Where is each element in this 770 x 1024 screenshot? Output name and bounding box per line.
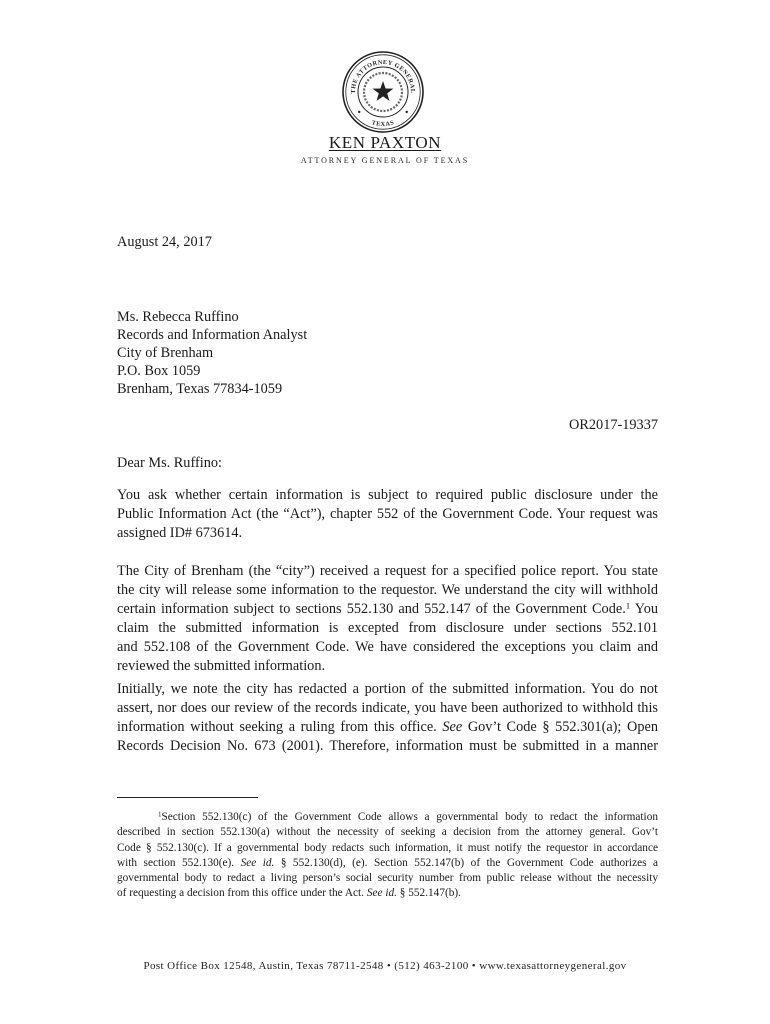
footnote: [117, 810, 658, 902]
letterhead-title: ATTORNEY GENERAL OF TEXAS: [300, 156, 470, 165]
attorney-general-name: KEN PAXTON: [328, 133, 442, 152]
body-line: assigned ID# 673614.: [117, 525, 243, 541]
footer-address: Post Office Box 12548, Austin, Texas 78711-2548: [143, 960, 384, 972]
body-paragraph: [117, 680, 658, 756]
footnote-line: governmental body to redact a living person’s social security number from public release without the necessity: [117, 872, 658, 885]
body-line: Records Decision No. 673 (2001). Therefore, information must be submitted in a manner: [117, 738, 658, 754]
body-line: [117, 718, 658, 737]
footnote-line: [117, 886, 658, 901]
line-text: information without seeking a ruling from this office.: [117, 719, 443, 735]
letterhead-name: [0, 133, 770, 153]
citation-signal: See id.: [240, 856, 275, 869]
citation-signal: See: [442, 719, 463, 735]
line-text: of requesting a decision from this office under the Act.: [117, 887, 367, 900]
body-line: Public Information Act (the “Act”), chapter 552 of the Government Code. Your request was: [117, 506, 658, 522]
line-text: You: [630, 601, 659, 617]
star-icon: [373, 81, 394, 101]
attorney-general-seal-logo: [341, 50, 425, 134]
footnote-reference: 1: [625, 600, 631, 611]
footer-phone: (512) 463-2100: [394, 960, 469, 972]
footnote-line: described in section 552.130(a) without the necessity of seeking a decision from the attorney general. Gov’t: [117, 826, 658, 839]
citation-signal: See id.: [366, 887, 397, 900]
seal-lettering-bottom: TEXAS: [370, 119, 396, 129]
body-line: the city will release some information to the requestor. We understand the city will withhold: [117, 582, 658, 598]
footnote-line: [117, 810, 658, 825]
footer-separator: •: [386, 960, 392, 972]
letterhead-footer: [0, 958, 770, 974]
svg-text:TEXAS: [371, 119, 395, 128]
body-line: The City of Brenham (the “city”) received a request for a specified police report. You state: [117, 563, 658, 579]
line-text: § 552.147(b).: [396, 887, 461, 900]
line-text: with section 552.130(e).: [117, 856, 241, 869]
reference-number: OR2017-19337: [569, 417, 658, 433]
recipient-po-box: P.O. Box 1059: [117, 363, 201, 379]
recipient-name: Ms. Rebecca Ruffino: [117, 309, 239, 325]
footnote-divider: [117, 797, 258, 798]
line-text: certain information subject to sections 552.130 and 552.147 of the Government Code.: [117, 601, 626, 617]
line-text: Gov’t Code § 552.301(a); Open: [462, 719, 658, 735]
line-text: Section 552.130(c) of the Government Code allows a governmental body to redact the information: [161, 811, 658, 823]
line-text: § 552.130(d), (e). Section 552.147(b) of the Government Code authorizes a: [274, 856, 658, 869]
footnote-marker: 1: [158, 810, 162, 819]
seal-lettering-top: THE ATTORNEY GENERAL: [349, 58, 417, 94]
body-line: claim the submitted information is excepted from disclosure under sections 552.101: [117, 620, 658, 636]
recipient-title: Records and Information Analyst: [117, 327, 308, 343]
salutation: Dear Ms. Ruffino:: [117, 455, 222, 471]
body-paragraph: [117, 486, 658, 543]
body-line: reviewed the submitted information.: [117, 658, 326, 674]
body-line: Initially, we note the city has redacted a portion of the submitted information. You do not: [117, 681, 658, 697]
recipient-address-block: [117, 308, 658, 398]
seal-dot-icon: [358, 111, 360, 113]
body-line: assert, nor does our review of the records indicate, you have been authorized to withhold this: [117, 700, 658, 716]
footer-separator: •: [471, 960, 477, 972]
letter-date: August 24, 2017: [117, 234, 212, 250]
body-line: [117, 600, 658, 619]
seal-dot-icon: [406, 111, 408, 113]
recipient-city-state-zip: Brenham, Texas 77834-1059: [117, 381, 283, 397]
body-paragraph: [117, 562, 658, 676]
recipient-organization: City of Brenham: [117, 345, 214, 361]
footnote-line: [117, 856, 658, 871]
footnote-line: Code § 552.130(c). If a governmental body redacts such information, it must notify the requestor in accordance: [117, 841, 658, 854]
footer-website: www.texasattorneygeneral.gov: [479, 960, 627, 972]
body-line: You ask whether certain information is subject to required public disclosure under the: [117, 487, 658, 503]
body-line: and 552.108 of the Government Code. We have considered the exceptions you claim and: [117, 639, 658, 655]
